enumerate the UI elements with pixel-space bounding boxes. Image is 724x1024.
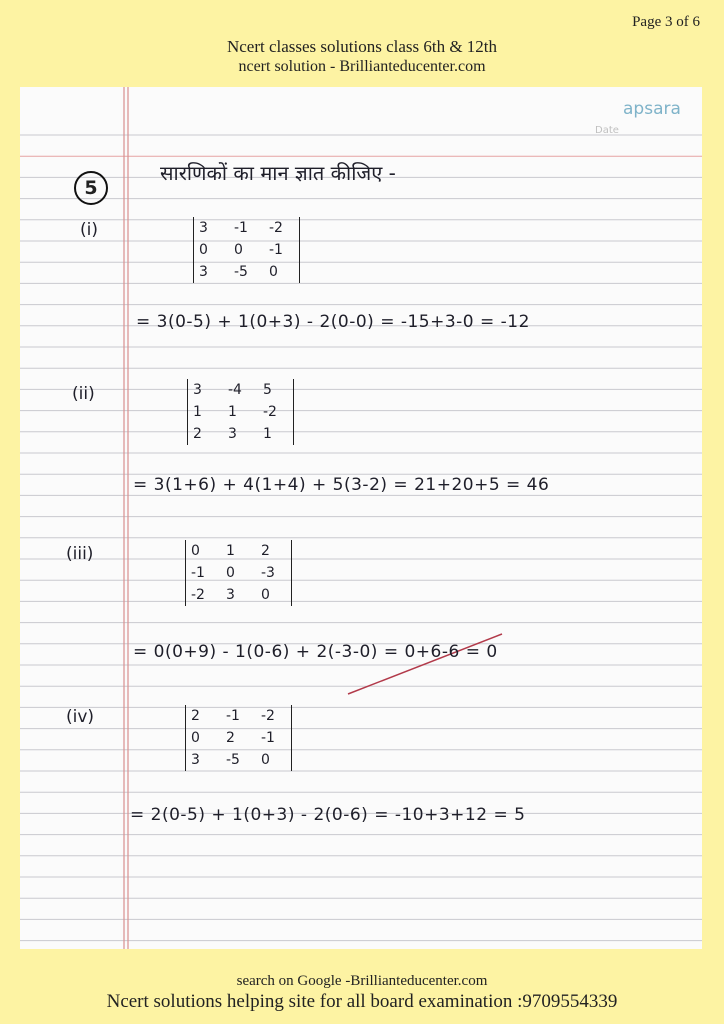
determinant-ii (187, 379, 294, 445)
cell: -5 (226, 752, 240, 768)
question-number: 5 (74, 171, 108, 205)
date-label: Date (595, 125, 619, 136)
part-label-iv: (iv) (66, 707, 95, 727)
part-label-i: (i) (80, 220, 98, 240)
cell: -2 (261, 708, 275, 724)
cell: -1 (226, 708, 240, 724)
determinant-i (193, 217, 300, 283)
cell: 3 (199, 264, 208, 280)
cell: -3 (261, 565, 275, 581)
part-label-iii: (iii) (66, 544, 94, 564)
cell: -2 (191, 587, 205, 603)
cell: 1 (263, 426, 272, 442)
page-subtitle: ncert solution - Brillianteducenter.com (238, 58, 486, 75)
cell: 0 (234, 242, 243, 258)
cell: 0 (226, 565, 235, 581)
cell: 0 (269, 264, 278, 280)
cell: 0 (261, 587, 270, 603)
cell: 0 (261, 752, 270, 768)
footer-search-text: search on Google -Brillianteducenter.com (236, 973, 488, 989)
cell: -5 (234, 264, 248, 280)
cell: 0 (199, 242, 208, 258)
cell: -4 (228, 382, 242, 398)
cell: 3 (193, 382, 202, 398)
cell: 2 (261, 543, 270, 559)
notebook-brand: apsara (623, 99, 681, 119)
solution-i: = 3(0-5) + 1(0+3) - 2(0-0) = -15+3-0 = -12 (136, 312, 530, 332)
notebook-page (20, 87, 702, 949)
cell: -2 (269, 220, 283, 236)
cell: -1 (191, 565, 205, 581)
question-heading: सारणिकों का मान ज्ञात कीजिए - (160, 161, 396, 185)
cell: 2 (191, 708, 200, 724)
cell: 1 (193, 404, 202, 420)
page-number: Page 3 of 6 (632, 14, 700, 30)
cell: 0 (191, 543, 200, 559)
cell: 1 (226, 543, 235, 559)
cell: 2 (193, 426, 202, 442)
footer-contact-text: Ncert solutions helping site for all board examination :9709554339 (106, 991, 618, 1012)
cell: -1 (269, 242, 283, 258)
determinant-iii (185, 540, 292, 606)
page-title: Ncert classes solutions class 6th & 12th (226, 37, 498, 56)
cell: -1 (261, 730, 275, 746)
solution-iii: = 0(0+9) - 1(0-6) + 2(-3-0) = 0+6-6 = 0 (133, 642, 498, 662)
part-label-ii: (ii) (72, 384, 95, 404)
solution-ii: = 3(1+6) + 4(1+4) + 5(3-2) = 21+20+5 = 46 (133, 475, 550, 495)
solution-iv: = 2(0-5) + 1(0+3) - 2(0-6) = -10+3+12 = 5 (130, 805, 526, 825)
cell: 2 (226, 730, 235, 746)
determinant-iv (185, 705, 292, 771)
cell: 3 (228, 426, 237, 442)
cell: -1 (234, 220, 248, 236)
cell: 3 (191, 752, 200, 768)
cell: 5 (263, 382, 272, 398)
cell: 0 (191, 730, 200, 746)
cell: 1 (228, 404, 237, 420)
cell: 3 (199, 220, 208, 236)
cell: 3 (226, 587, 235, 603)
cell: -2 (263, 404, 277, 420)
